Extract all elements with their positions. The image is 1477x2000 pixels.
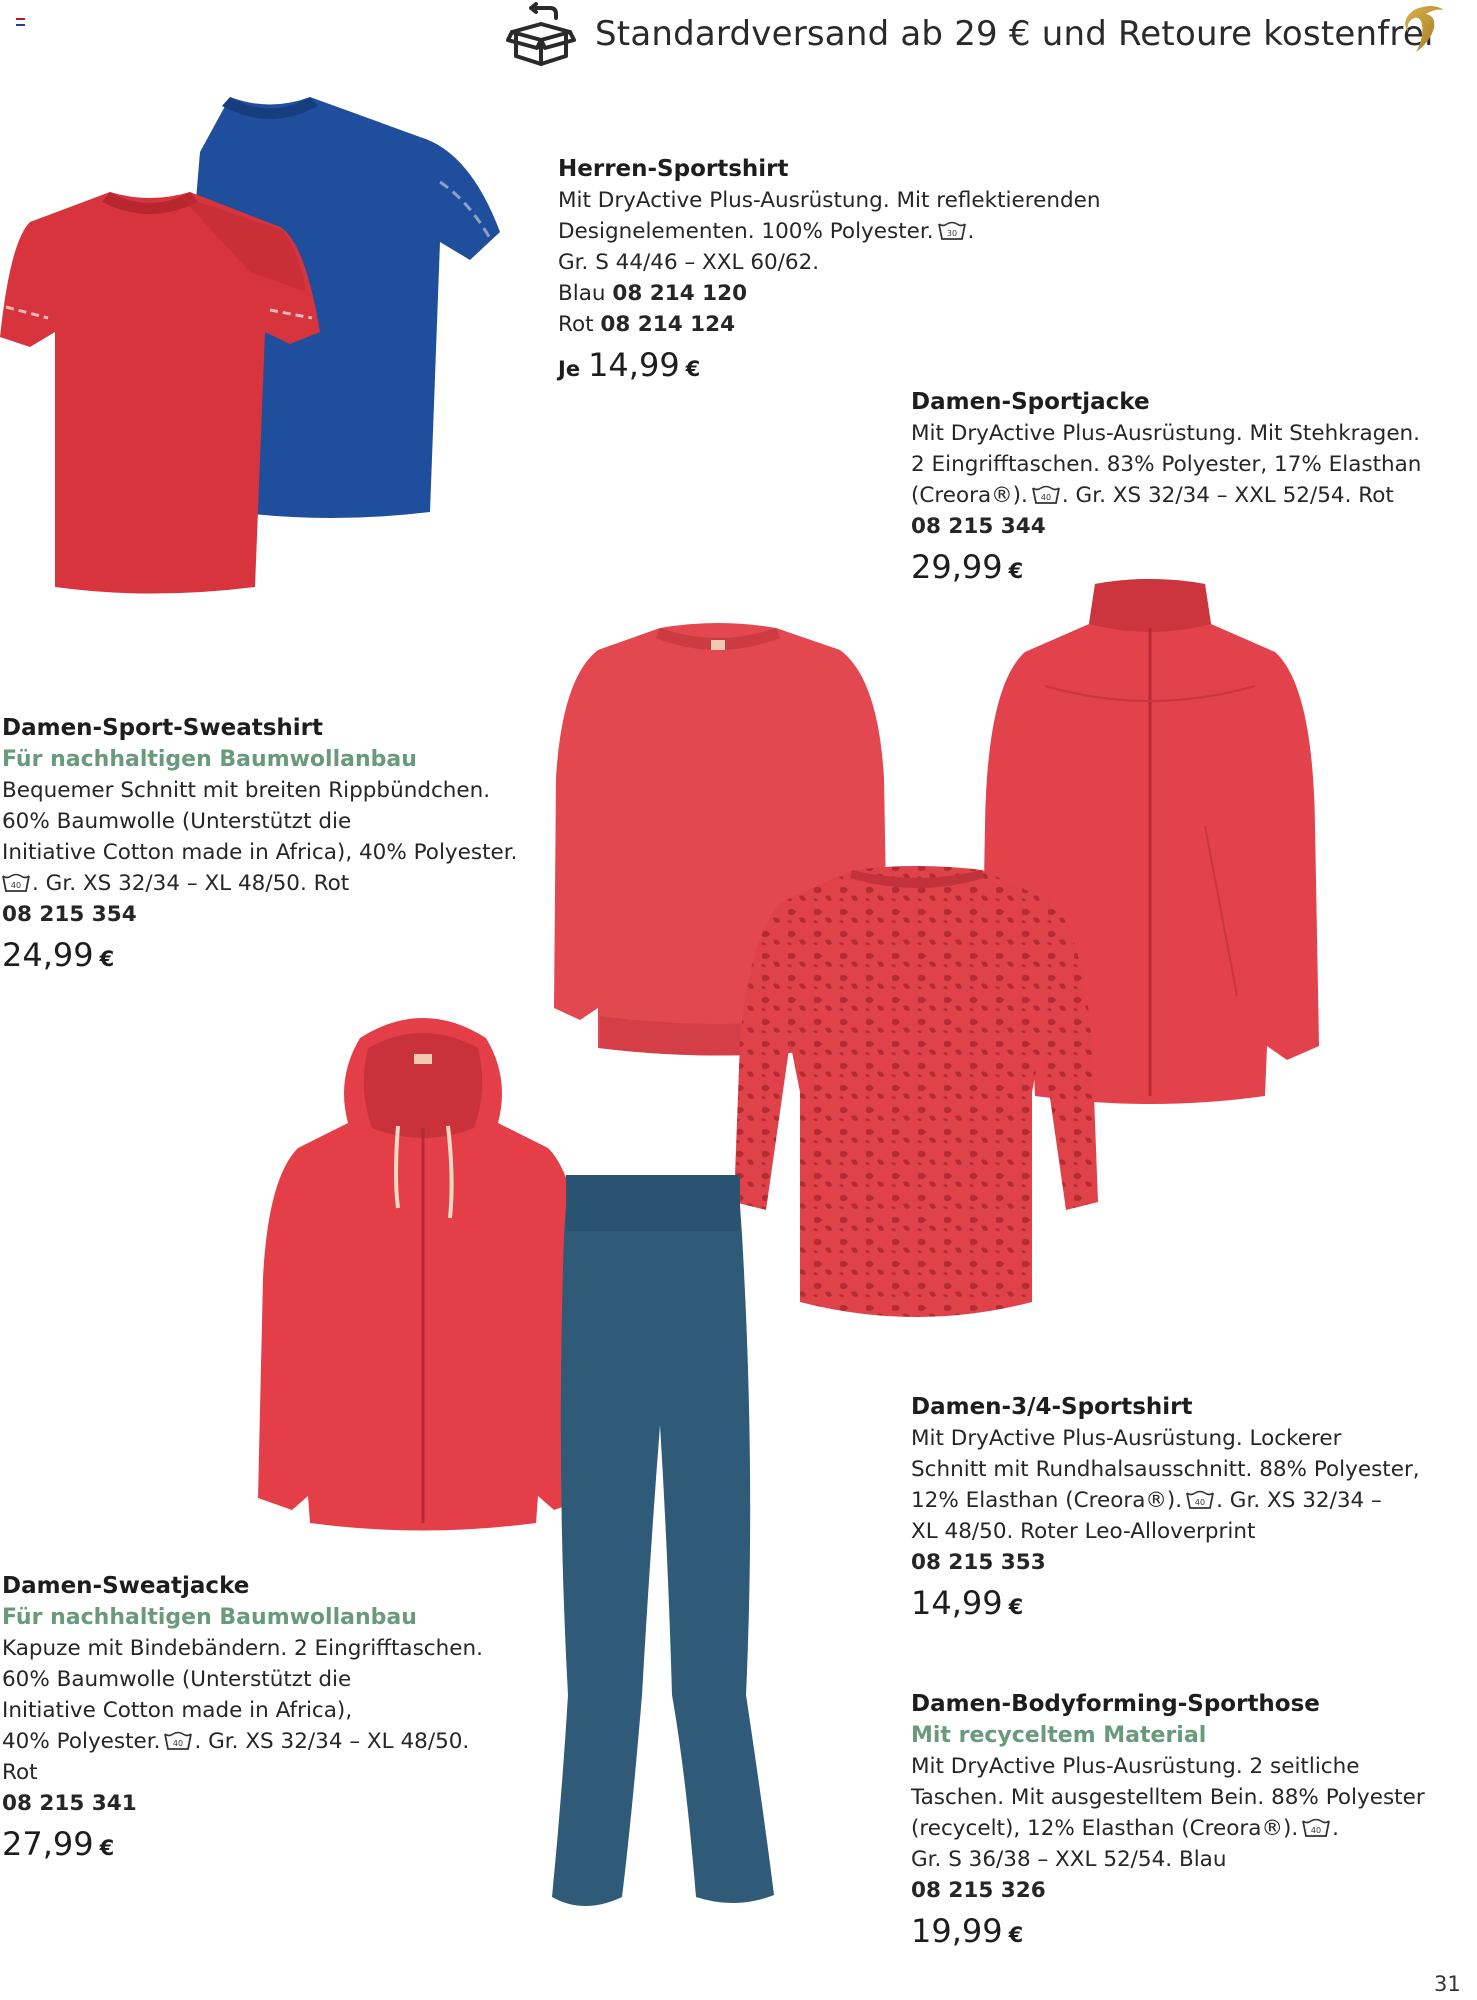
shipping-banner <box>506 0 1436 72</box>
shipping-banner-text: Standardversand ab 29 € und Retoure kostenfrei <box>595 14 1434 54</box>
description-line: Bequemer Schnitt mit breiten Rippbündchen. <box>2 778 491 803</box>
description-line: Gr. S 36/38 – XXL 52/54. Blau <box>911 1847 1227 1872</box>
svg-text:40: 40 <box>1311 1826 1322 1835</box>
product-damen-sport-sweatshirt <box>2 713 517 982</box>
product-title: Damen-Sweatjacke <box>2 1573 250 1599</box>
svg-text:30: 30 <box>946 229 957 238</box>
description-line: (recycelt), 12% Elasthan (Creora®). 40 . <box>911 1816 1340 1841</box>
variant-red: Rot 08 214 124 <box>558 312 736 337</box>
article-number: 08 215 354 <box>2 902 137 927</box>
description-line: (Creora®). 40 . Gr. XS 32/34 – XXL 52/54. Rot <box>911 483 1394 508</box>
description-line: Taschen. Mit ausgestelltem Bein. 88% Polyester <box>911 1785 1425 1810</box>
language-flag-icon <box>16 18 25 25</box>
product-title: Damen-Bodyforming-Sporthose <box>911 1691 1320 1717</box>
svg-text:40: 40 <box>1195 1498 1206 1507</box>
svg-text:40: 40 <box>173 1739 184 1748</box>
product-subtitle: Für nachhaltigen Baumwollanbau <box>2 1605 417 1630</box>
wash-30-icon <box>938 221 966 241</box>
description-line: Schnitt mit Rundhalsausschnitt. 88% Polyester, <box>911 1457 1420 1482</box>
damen-bodyforming-sporthose-image <box>546 1175 786 1920</box>
description-line: 40% Polyester. 40 . Gr. XS 32/34 – XL 48/50. <box>2 1729 470 1754</box>
description-line: 40 . Gr. XS 32/34 – XL 48/50. Rot <box>2 868 517 899</box>
product-damen-sportjacke <box>911 387 1421 594</box>
wash-40-icon <box>164 1731 192 1751</box>
description-line: XL 48/50. Roter Leo-Alloverprint <box>911 1519 1256 1544</box>
price: Je 14,99 € <box>558 346 701 384</box>
product-title: Damen-Sport-Sweatshirt <box>2 715 324 741</box>
page-number: 31 <box>1434 1972 1461 1996</box>
article-number: 08 214 120 <box>612 281 748 306</box>
tchibo-bean-logo-icon <box>1396 2 1452 58</box>
description-line: Designelementen. 100% Polyester. 30 . <box>558 219 975 244</box>
article-number: 08 215 341 <box>2 1791 137 1816</box>
description-line: 12% Elasthan (Creora®). 40 . Gr. XS 32/34 – <box>911 1488 1382 1513</box>
price: 27,99 € <box>2 1825 115 1863</box>
price: 29,99 € <box>911 548 1024 586</box>
product-title: Damen-3/4-Sportshirt <box>911 1394 1193 1420</box>
article-number: 08 214 124 <box>600 312 736 337</box>
svg-text:40: 40 <box>1040 493 1051 502</box>
price: 14,99 € <box>911 1584 1024 1622</box>
product-damen-sweatjacke <box>2 1571 483 1871</box>
description-line: 2 Eingrifftaschen. 83% Polyester, 17% Elasthan <box>911 452 1422 477</box>
product-title: Herren-Sportshirt <box>558 156 789 182</box>
wash-40-icon <box>1186 1490 1214 1510</box>
description-line: 60% Baumwolle (Unterstützt die <box>2 1667 352 1692</box>
svg-text:40: 40 <box>10 881 22 890</box>
product-damen-34-sportshirt <box>911 1392 1420 1630</box>
description-line: Rot <box>2 1760 38 1785</box>
wash-40-icon <box>2 873 30 893</box>
variant-blue: Blau 08 214 120 <box>558 281 748 306</box>
description-line: Mit DryActive Plus-Ausrüstung. Mit Stehkragen. <box>911 421 1421 446</box>
wash-40-icon <box>1032 485 1060 505</box>
description-line: Initiative Cotton made in Africa), <box>2 1698 353 1723</box>
description-line: Kapuze mit Bindebändern. 2 Eingrifftaschen. <box>2 1636 483 1661</box>
article-number: 08 215 344 <box>911 514 1046 539</box>
description-line: 60% Baumwolle (Unterstützt die <box>2 809 352 834</box>
damen-34-sportshirt-image <box>732 862 1102 1342</box>
article-number: 08 215 326 <box>911 1878 1046 1903</box>
description-line: Mit DryActive Plus-Ausrüstung. Lockerer <box>911 1426 1342 1451</box>
price: 24,99 € <box>2 936 115 974</box>
article-number: 08 215 353 <box>911 1550 1046 1575</box>
description-line: Initiative Cotton made in Africa), 40% Polyester. <box>2 840 518 865</box>
size-range: Gr. S 44/46 – XXL 60/62. <box>558 250 820 275</box>
description-line: Mit DryActive Plus-Ausrüstung. 2 seitliche <box>911 1754 1360 1779</box>
product-subtitle: Mit recyceltem Material <box>911 1723 1207 1748</box>
product-herren-sportshirt <box>558 154 1100 392</box>
product-damen-bodyforming-sporthose <box>911 1689 1425 1958</box>
wash-40-icon <box>1302 1818 1330 1838</box>
shipping-box-return-icon <box>506 2 576 66</box>
price: 19,99 € <box>911 1912 1024 1950</box>
description-line: Mit DryActive Plus-Ausrüstung. Mit reflektierenden <box>558 188 1101 213</box>
herren-sportshirt-image <box>0 92 505 612</box>
product-title: Damen-Sportjacke <box>911 389 1150 415</box>
product-subtitle: Für nachhaltigen Baumwollanbau <box>2 747 417 772</box>
